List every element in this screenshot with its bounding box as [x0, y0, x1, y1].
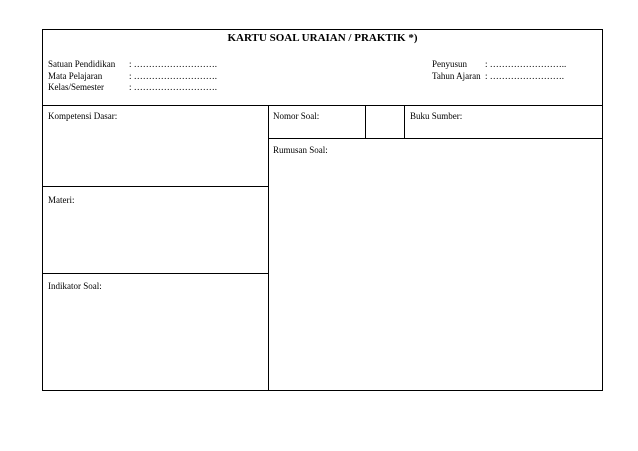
- field-value: : …………………….: [485, 70, 565, 81]
- main-column-divider: [268, 105, 269, 390]
- indikator-soal-label: Indikator Soal:: [48, 281, 102, 291]
- field-row-satuan: [48, 59, 217, 71]
- buku-divider: [404, 105, 405, 138]
- field-row-kelas: [48, 82, 217, 94]
- field-value: : ……………………….: [129, 59, 218, 69]
- identity-fields-right: [432, 59, 566, 82]
- card-title: KARTU SOAL URAIAN / PRAKTIK *): [227, 32, 418, 44]
- field-label: Satuan Pendidikan: [48, 59, 116, 69]
- field-row-mapel: [48, 71, 217, 83]
- field-label: Penyusun: [432, 59, 468, 69]
- materi-label: Materi:: [48, 195, 75, 205]
- nomor-row-divider: [268, 138, 602, 139]
- field-value: : ……………………….: [129, 70, 218, 81]
- kompetensi-dasar-label: Kompetensi Dasar:: [48, 111, 118, 121]
- nomor-soal-label: Nomor Soal:: [273, 111, 320, 121]
- identity-fields-left: [48, 59, 217, 94]
- materi-divider: [43, 273, 268, 274]
- kompetensi-divider: [43, 186, 268, 187]
- field-label: Tahun Ajaran: [432, 70, 481, 81]
- field-row-tahun: [432, 71, 566, 83]
- header-divider: [43, 105, 602, 106]
- field-value: : ……………………..: [485, 59, 567, 69]
- field-label: Mata Pelajaran: [48, 70, 103, 81]
- rumusan-soal-label: Rumusan Soal:: [273, 145, 328, 155]
- field-label: Kelas/Semester: [48, 82, 104, 92]
- field-value: : ……………………….: [129, 82, 218, 92]
- field-row-penyusun: [432, 59, 566, 71]
- nomor-box-divider: [365, 105, 366, 138]
- question-card: [42, 29, 603, 391]
- buku-sumber-label: Buku Sumber:: [410, 111, 463, 121]
